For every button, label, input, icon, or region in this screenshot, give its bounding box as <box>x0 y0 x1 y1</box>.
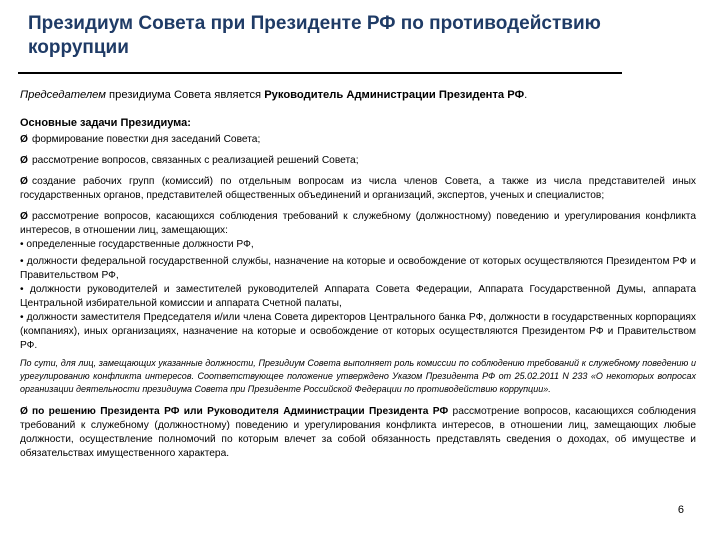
lead-italic: Председателем <box>20 89 106 101</box>
position-item: • должности заместителя Председателя и/или члена Совета директоров Центрального банка РФ, должности в государственных корпорациях (компаниях), иных организациях, назначение на которые и освобождение от которых осуществляются Президентом РФ и Правительством РФ. <box>20 312 696 351</box>
arrow-bullet-icon: Ø <box>20 211 28 222</box>
task-item-last <box>20 405 696 461</box>
task-item <box>20 175 696 203</box>
task-item <box>20 154 696 168</box>
arrow-bullet-icon: Ø <box>20 155 28 166</box>
italic-note: По сути, для лиц, замещающих указанные должности, Президиум Совета выполняет роль комиссии по соблюдению требований к служебному поведению и урегулированию конфликта интересов. Соответствующее положение утверждено Указом Президента РФ от 25.02.2011 N 233 «О некоторых вопросах организации деятельности президиума Совета при Президенте Российской Федерации по противодействию коррупции». <box>20 358 696 394</box>
lead-end: . <box>524 89 528 101</box>
arrow-bullet-icon: Ø <box>20 176 28 187</box>
arrow-bullet-icon: Ø <box>20 134 28 145</box>
arrow-bullet-icon: Ø <box>20 406 28 417</box>
lead-bold: Руководитель Администрации Президента РФ <box>264 89 525 101</box>
task-text: формирование повестки дня заседаний Совета; <box>31 134 261 145</box>
position-item: • определенные государственные должности РФ, <box>20 239 254 250</box>
last-task-bold: по решению Президента РФ или Руководителя Администрации Президента РФ <box>31 406 449 417</box>
title-divider <box>18 72 622 74</box>
task-text: создание рабочих групп (комиссий) по отдельным вопросам из числа членов Совета, а также из числа представителей иных государственных органов, представителей общественных объединений и организаций, экспертов, ученых и специалистов; <box>20 176 696 201</box>
last-task-text: рассмотрение вопросов, касающихся соблюдения требований к служебному (должностному) поведению и урегулирования конфликта интересов, в отношении лиц, замещающих любые должности, осуществление полномочий по которым влечет за собой обязанность представлять сведения о доходах, об имуществе и обязательствах имущественного характера. <box>20 406 696 459</box>
page-number: 6 <box>677 504 684 516</box>
position-item: • должности федеральной государственной службы, назначение на которые и освобождение от которых осуществляются Президентом РФ и Правительством РФ, <box>20 256 696 281</box>
task-item <box>20 133 696 147</box>
tasks-heading: Основные задачи Президиума: <box>20 117 191 129</box>
position-item: • должности руководителей и заместителей руководителей Аппарата Совета Федерации, Аппарата Государственной Думы, аппарата Центральной избирательной комиссии и аппарата Счетной палаты, <box>20 284 696 309</box>
slide-body <box>20 88 696 468</box>
task-item <box>20 210 696 238</box>
task-text: рассмотрение вопросов, связанных с реализацией решений Совета; <box>31 155 359 166</box>
lead-paragraph <box>20 88 696 102</box>
task-text: рассмотрение вопросов, касающихся соблюдения требований к служебному (должностному) поведению и урегулирования конфликта интересов, в отношении лиц, замещающих: <box>20 211 696 236</box>
slide-title: Президиум Совета при Президенте РФ по противодействию коррупции <box>28 13 601 58</box>
lead-normal: президиума Совета является <box>105 89 265 101</box>
